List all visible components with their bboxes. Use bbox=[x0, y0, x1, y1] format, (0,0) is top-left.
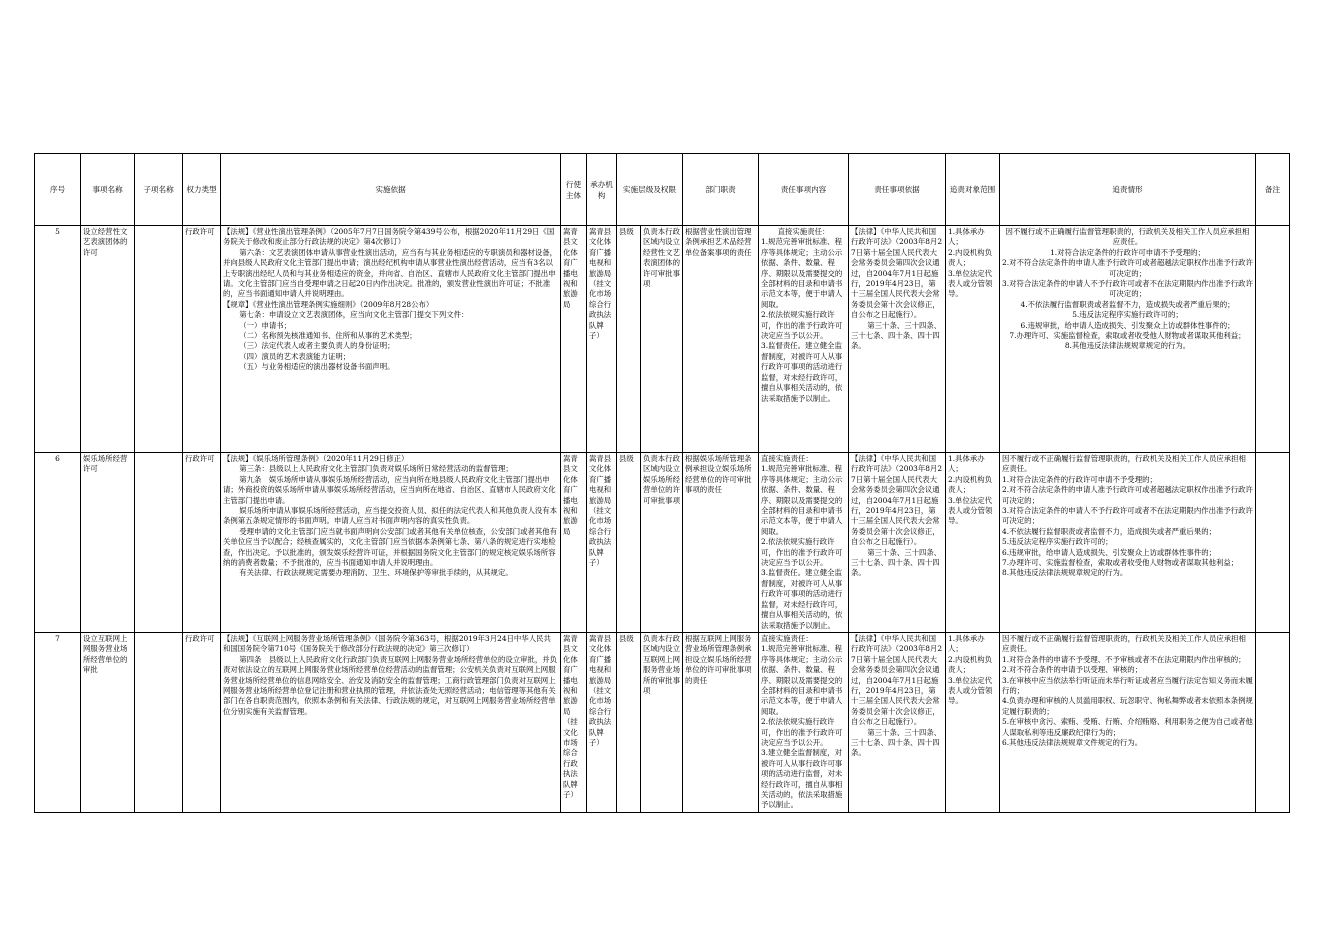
row-sub-item bbox=[135, 632, 183, 812]
header-duty: 部门职责 bbox=[683, 154, 759, 226]
resp-line: 2.依法依规实施行政许可，作出的准予行政许可决定应当予以公开。 bbox=[761, 717, 843, 747]
basis-line: （四）演员的艺术表演能力证明； bbox=[239, 351, 351, 361]
situation-line: 2.对不符合法定条件的申请人准予行政许可或者超越法定职权作出准予行政许可决定的； bbox=[1002, 258, 1253, 278]
row-remark bbox=[1256, 453, 1290, 633]
basis-line: （三）法定代表人或者主要负责人的身份证明； bbox=[239, 341, 395, 351]
situation-line: 4.不依法履行监督职责或者监督不力，造成损失或者严重后果的； bbox=[1020, 299, 1235, 309]
header-sub-item: 子项名称 bbox=[135, 154, 183, 226]
row-duty: 根据营业性演出管理条例承担艺术品经营单位备案事项的责任 bbox=[683, 226, 759, 453]
row-accountable: 1.具体承办人； 2.内设机构负责人； 3.单位法定代表人或分管领导。 bbox=[946, 226, 1000, 453]
header-resp-content: 责任事项内容 bbox=[759, 154, 849, 226]
situation-line: 6.其他违反法律法规规章文件规定的行为。 bbox=[1002, 737, 1143, 747]
situation-line: 7.办理许可、实施监督检查，索取或者收受他人财物或者谋取其他利益； bbox=[1009, 331, 1246, 341]
row-resp-content bbox=[759, 226, 849, 453]
row-power-type: 行政许可 bbox=[183, 226, 221, 453]
row-accountable: 1.具体承办人； 2.内设机构负责人； 3.单位法定代表人或分管领导。 bbox=[946, 453, 1000, 633]
table-row bbox=[35, 632, 1290, 812]
situation-line: 3.对符合法定条件的申请人不予行政许可或者不在法定期限内作出准予行政许可决定的； bbox=[1002, 506, 1253, 526]
row-basis bbox=[221, 453, 561, 633]
situation-line: 1.对符合法定条件的行政许可申请不予受理的； bbox=[1002, 474, 1157, 484]
row-item-name: 娱乐场所经营许可 bbox=[81, 453, 135, 633]
resp-line: 2.依法依规实施行政许可，作出的准予行政许可决定应当予以公开。 bbox=[761, 310, 843, 341]
header-situations: 追责情形 bbox=[1000, 154, 1256, 226]
resp-basis-line: 【法律】《中华人民共和国行政许可法》（2003年8月27日第十届全国人民代表大会常务委员会第四次会议通过，自2004年7月1日起施行，2019年4月23日，第十三届全国人民代表大会常务委员会第十次会议修正，自公布之日起施行）。 bbox=[851, 454, 943, 547]
resp-line: 1.规范完善审批标准、程序等具体规定；主动公示依据、条件、数量、程序、期限以及需要提交的全部材料的目录和申请书示范文本等，便于申请人阅取。 bbox=[761, 464, 843, 536]
situation-line: 4.负责办理和审核的人员滥用职权、玩忽职守、徇私舞弊或者未依照本条例规定履行职责的； bbox=[1002, 696, 1253, 716]
row-item-name: 设立经营性文艺表演团体的许可 bbox=[81, 226, 135, 453]
resp-line: 3.建立健全监督制度，对被许可人从事行政许可事项的活动进行监督，对未经行政许可，擅自从事相关活动的，依法采取措施予以制止。 bbox=[761, 748, 843, 810]
row-seq: 6 bbox=[35, 453, 81, 633]
table-row bbox=[35, 226, 1290, 453]
resp-line: 3.监督责任。建立健全监督制度，对被许可人从事行政许可事项的活动进行监督，对未经行政许可，擅自从事相关活动的，依法采取措施予以制止。 bbox=[761, 568, 843, 630]
basis-line: 娱乐场所申请从事娱乐场所经营活动，应当提交投资人员、拟任的法定代表人和其他负责人没有本条例第五条规定情形的书面声明。申请人应当对书面声明内容的真实性负责。 bbox=[223, 506, 558, 526]
basis-line: 第四条 县级以上人民政府文化行政部门负责互联网上网服务营业场所经营单位的设立审批，并负责对依法设立的互联网上网服务营业场所经营单位经营活动的监督管理；公安机关负责对互联网上网服务营业场所经营单位的信息网络安全、治安及消防安全的监督管理；工商行政管理部门负责对互联网上网服务营业场所经营单位登记注册和营业执照的管理，并依法查处无照经营活动；电信管理等其他有关部门在各自职责范围内，依照本条例和有关法律、行政法规的规定，对互联网上网服务营业场所经营单位分别实施有关监督管理。 bbox=[223, 654, 558, 716]
basis-line: 第九条 娱乐场所申请从事娱乐场所经营活动，应当向所在地县级人民政府文化主管部门提出申请；外商投资的娱乐场所申请从事娱乐场所经营活动，应当向所在地省、自治区、直辖市人民政府文化主管部门提出申请。 bbox=[223, 474, 556, 505]
row-level: 县级 bbox=[617, 226, 641, 453]
situation-line: 6.违规审批，给申请人造成损失、引发聚众上访或群体性事件的； bbox=[1002, 547, 1216, 557]
resp-line: 3.监督责任。建立健全监督制度，对被许可人从事行政许可事项的活动进行监督，对未经行政许可，擅自从事相关活动的，依法采取措施予以制止。 bbox=[761, 341, 843, 403]
situation-line: 5.在审核中贪污、索贿、受贿、行贿、介绍贿赂、利用职务之便为自己或者他人谋取私利等违反廉政纪律行为的； bbox=[1002, 717, 1253, 737]
responsibility-table bbox=[34, 153, 1290, 813]
row-subject: 嵩青县文化体育广播电视和旅游局（挂文化市场综合行政执法队牌子） bbox=[561, 632, 587, 812]
situation-line: 1.对符合条件的申请不予受理、不予审核或者不在法定期限内作出审核的； bbox=[1002, 654, 1246, 664]
row-resp-content bbox=[759, 453, 849, 633]
row-level-detail: 负责本行政区域内设立互联网上网服务营业场所的审批事项 bbox=[641, 632, 683, 812]
resp-line: 直接实施责任： bbox=[761, 633, 813, 643]
row-situations bbox=[1000, 226, 1256, 453]
row-resp-basis bbox=[849, 632, 946, 812]
row-resp-content bbox=[759, 632, 849, 812]
situation-line: 5.违反法定程序实施行政许可的； bbox=[1072, 310, 1183, 320]
row-situations bbox=[1000, 632, 1256, 812]
situation-line: 2.对不符合条件的申请予以受理、审核的； bbox=[1002, 665, 1143, 675]
row-agency: 嵩青县文化体育广播电视和旅游局（挂文化市场综合行政执法队牌子） bbox=[587, 226, 617, 453]
basis-line: 第三条：县级以上人民政府文化主管部门负责对娱乐场所日常经营活动的监督管理； bbox=[239, 464, 513, 474]
resp-basis-line: 第三十条、三十四条、三十七条、四十条、四十四条。 bbox=[851, 320, 942, 351]
header-subject: 行使主体 bbox=[561, 154, 587, 226]
situation-line: 2.对不符合法定条件的申请人准予行政许可或者超越法定职权作出准予行政许可决定的； bbox=[1002, 485, 1253, 505]
row-power-type: 行政许可 bbox=[183, 632, 221, 812]
basis-line: 【法规】《娱乐场所管理条例》（2020年11月29日修正） bbox=[223, 454, 409, 463]
header-seq: 序号 bbox=[35, 154, 81, 226]
basis-line: （五）与业务相适应的演出器材设备书面声明。 bbox=[239, 362, 395, 372]
basis-line: 【法规】《营业性演出管理条例》（2005年7月7日国务院令第439号公布，根据2020年11月29日《国务院关于修改和废止部分行政法规的决定》第4次修订） bbox=[223, 227, 555, 247]
header-row bbox=[35, 154, 1290, 226]
situation-line: 3.在审核中应当依法举行听证而未举行听证或者应当履行法定告知义务而未履行的； bbox=[1002, 675, 1253, 695]
resp-line: 2.依法依规实施行政许可，作出的准予行政许可决定应当予以公开。 bbox=[761, 537, 843, 568]
row-remark bbox=[1256, 632, 1290, 812]
basis-line: 有关法律、行政法规规定需要办理消防、卫生、环境保护等审批手续的，从其规定。 bbox=[239, 568, 513, 578]
header-agency: 承办机构 bbox=[587, 154, 617, 226]
resp-basis-line: 第三十条、三十四条、三十七条、四十条、四十四条。 bbox=[851, 727, 942, 758]
situation-line: 5.违反法定程序实施行政许可的； bbox=[1002, 537, 1113, 547]
row-level: 县级 bbox=[617, 453, 641, 633]
row-agency: 嵩青县文化体育广播电视和旅游局（挂文化市场综合行政执法队牌子） bbox=[587, 453, 617, 633]
situation-line: 8.其他违反法律法规规章规定的行为。 bbox=[1002, 568, 1128, 578]
row-resp-basis bbox=[849, 453, 946, 633]
row-item-name: 设立互联网上网服务营业场所经营单位的审批 bbox=[81, 632, 135, 812]
situation-line: 3.对符合法定条件的申请人不予行政许可或者不在法定期限内作出准予行政许可决定的； bbox=[1002, 279, 1253, 299]
row-power-type: 行政许可 bbox=[183, 453, 221, 633]
row-level-detail: 负责本行政区域内设立娱乐场所经营单位的许可审批事项 bbox=[641, 453, 683, 633]
row-accountable: 1.具体承办人； 2.内设机构负责人； 3.单位法定代表人或分管领导。 bbox=[946, 632, 1000, 812]
basis-line: 【规章】《营业性演出管理条例实施细则》（2009年8月28公布） bbox=[223, 299, 434, 309]
row-seq: 5 bbox=[35, 226, 81, 453]
situation-line: 1.对符合法定条件的行政许可申请不予受理的； bbox=[1050, 247, 1205, 257]
row-basis bbox=[221, 632, 561, 812]
row-basis bbox=[221, 226, 561, 453]
situation-line: 8.其他违反法律法规规章规定的行为。 bbox=[1064, 341, 1191, 351]
header-resp-basis: 责任事项依据 bbox=[849, 154, 946, 226]
basis-line: 受理申请的文化主管部门应当就书面声明向公安部门或者其他有关单位核查，公安部门或者其他有关单位应当予以配合；经核查属实的，文化主管部门应当依据本条例第七条、第八条的规定进行实地检查，作出决定。予以批准的，颁发娱乐经营许可证，并根据国务院文化主管部门的规定核定娱乐场所容纳的消费者数量；不予批准的，应当书面通知申请人并说明理由。 bbox=[223, 526, 558, 568]
row-duty: 根据娱乐场所管理条例承担设立娱乐场所经营单位的许可审批事项的责任 bbox=[683, 453, 759, 633]
row-sub-item bbox=[135, 453, 183, 633]
row-level-detail: 负责本行政区域内设立经营性文艺表演团体的许可审批事项 bbox=[641, 226, 683, 453]
resp-basis-line: 第三十条、三十四条、三十七条、四十条、四十四条。 bbox=[851, 547, 942, 578]
situation-line: 因不履行或不正确履行监督管理职责的，行政机关及相关工作人员应承担相应责任。 bbox=[1002, 633, 1246, 654]
header-power-type: 权力类型 bbox=[183, 154, 221, 226]
row-situations bbox=[1000, 453, 1256, 633]
row-subject: 嵩青县文化体育广播电视和旅游局 bbox=[561, 453, 587, 633]
basis-line: 第七条：申请设立文艺表演团体，应当向文化主管部门提交下列文件： bbox=[239, 310, 469, 320]
row-duty: 根据互联网上网服务营业场所管理条例承担设立娱乐场所经营单位的许可审批事项的责任 bbox=[683, 632, 759, 812]
basis-line: （一）申请书； bbox=[239, 320, 292, 330]
situation-line: 因不履行或不正确履行监督管理职责的，行政机关及相关工作人员应承担相应责任。 bbox=[1002, 454, 1246, 474]
resp-line: 1.规范完善审批标准、程序等具体规定；主动公示依据、条件、数量、程序、期限以及需要提交的全部材料的目录和申请书示范文本等，便于申请人阅取。 bbox=[761, 237, 843, 309]
row-seq: 7 bbox=[35, 632, 81, 812]
basis-line: 第六条：文艺表演团体申请从事营业性演出活动，应当有与其业务相适应的专职演员和器材设备，并向县级人民政府文化主管部门提出申请；演出经纪机构申请从事营业性演出经营活动，应当有3名以上专职演出经纪人员和与其业务相适应的资金，并向省、自治区、直辖市人民政府文化主管部门提出申请。文化主管部门应当自受理申请之日起20日内作出决定。批准的，颁发营业性演出许可证；不批准的，应当书面通知申请人并说明理由。 bbox=[223, 247, 558, 299]
header-remark: 备注 bbox=[1256, 154, 1290, 226]
row-subject: 嵩青县文化体育广播电视和旅游局 bbox=[561, 226, 587, 453]
row-resp-basis bbox=[849, 226, 946, 453]
resp-line: 直接实施责任： bbox=[761, 454, 813, 463]
basis-line: 【法规】《互联网上网服务营业场所管理条例》（国务院令第363号，根据2019年3月24日中华人民共和国国务院令第710号《国务院关于修改部分行政法规的决定》第三次修订） bbox=[223, 633, 551, 654]
header-basis: 实施依据 bbox=[221, 154, 561, 226]
situation-line: 4.不依法履行监督职责或者监督不力，造成损失或者严重后果的； bbox=[1002, 526, 1216, 536]
header-item-name: 事项名称 bbox=[81, 154, 135, 226]
table-row bbox=[35, 453, 1290, 633]
row-sub-item bbox=[135, 226, 183, 453]
situation-line: 6.违规审批，给申请人造成损失、引发聚众上访或群体性事件的； bbox=[1020, 320, 1235, 330]
resp-basis-line: 【法律】《中华人民共和国行政许可法》（2003年8月27日第十届全国人民代表大会常务委员会第四次会议通过，自2004年7月1日起施行，2019年4月23日，第十三届全国人民代表大会常务委员会第十次会议修正，自公布之日起施行）。 bbox=[851, 227, 943, 320]
situation-line: 7.办理许可、实施监督检查，索取或者收受他人财物或者谋取其他利益； bbox=[1002, 558, 1239, 568]
resp-basis-line: 【法律】《中华人民共和国行政许可法》（2003年8月27日第十届全国人民代表大会常务委员会第四次会议通过，自2004年7月1日起施行，2019年4月23日，第十三届全国人民代表大会常务委员会第十次会议修正，自公布之日起施行）。 bbox=[851, 633, 943, 727]
resp-line: 1.规范完善审批标准、程序等具体规定；主动公示依据、条件、数量、程序、期限以及需要提交的全部材料的目录和申请书示范文本等，便于申请人阅取。 bbox=[761, 644, 843, 716]
header-accountable: 追责对象范围 bbox=[946, 154, 1000, 226]
situation-line: 因不履行或不正确履行监督管理职责的，行政机关及相关工作人员应承担相应责任。 bbox=[1005, 227, 1250, 247]
basis-line: （二）名称预先核准通知书、住所和从事的艺术类型； bbox=[239, 331, 417, 341]
resp-line: 直接实施责任： bbox=[777, 227, 830, 236]
row-level: 县级 bbox=[617, 632, 641, 812]
row-agency: 嵩青县文化体育广播电视和旅游局（挂文化市场综合行政执法队牌子） bbox=[587, 632, 617, 812]
row-remark bbox=[1256, 226, 1290, 453]
header-level: 实施层级及权限 bbox=[617, 154, 683, 226]
